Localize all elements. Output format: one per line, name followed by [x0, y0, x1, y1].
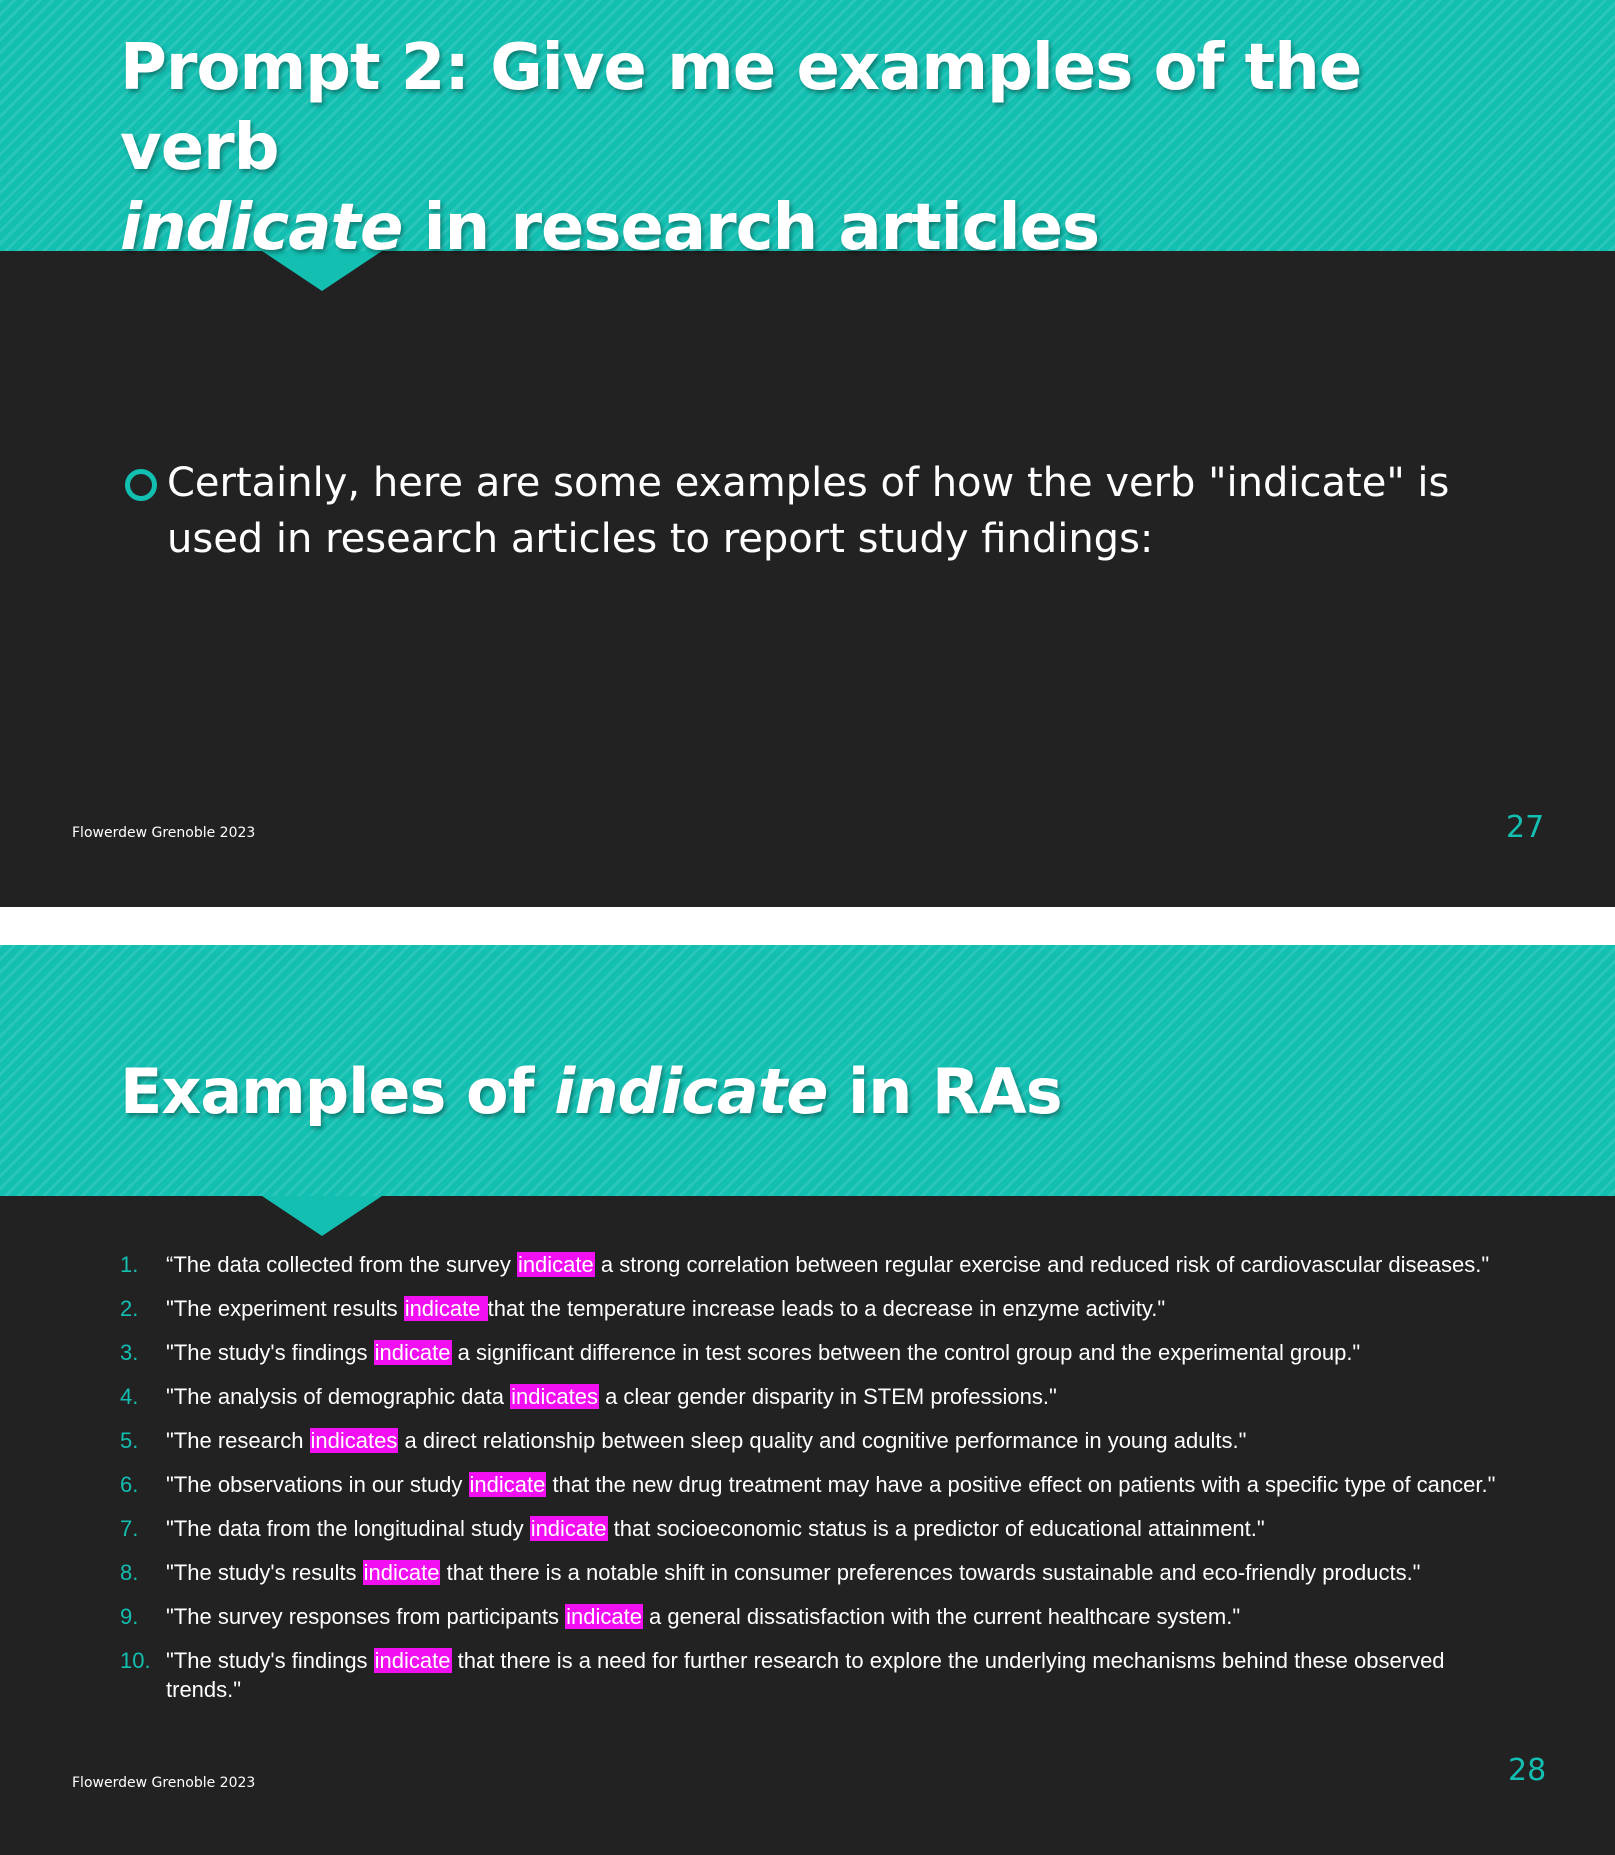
sentence-end: a strong correlation between regular exercise and reduced risk of cardiovascular diseases."	[594, 1252, 1490, 1277]
list-item	[120, 1382, 1500, 1411]
title-italic-word: indicate	[120, 191, 403, 265]
slide-title	[120, 1052, 1062, 1132]
examples-list	[120, 1250, 1500, 1719]
list-item-text	[166, 1602, 1500, 1631]
list-item	[120, 1294, 1500, 1323]
list-item-text	[166, 1294, 1500, 1323]
highlighted-verb: indicates	[511, 1384, 598, 1409]
list-item-text	[166, 1250, 1500, 1279]
list-item	[120, 1338, 1500, 1367]
list-item-text	[166, 1646, 1500, 1704]
list-item-text	[166, 1382, 1500, 1411]
highlighted-verb: indicate	[530, 1516, 607, 1541]
highlighted-verb: indicate	[374, 1648, 451, 1673]
list-item-text	[166, 1338, 1500, 1367]
sentence-start: "The observations in our study	[166, 1472, 469, 1497]
list-item	[120, 1470, 1500, 1499]
highlighted-verb: indicate	[469, 1472, 546, 1497]
sentence-end: that the new drug treatment may have a positive effect on patients with a specific type of cancer."	[546, 1472, 1496, 1497]
list-item-number: 5.	[120, 1428, 139, 1453]
list-item-number: 1.	[120, 1252, 139, 1277]
banner-chevron	[262, 1196, 382, 1236]
list-item	[120, 1646, 1500, 1704]
list-item	[120, 1514, 1500, 1543]
title-text: Prompt 2: Give me examples of the verb	[120, 31, 1362, 185]
sentence-end: a general dissatisfaction with the current healthcare system."	[642, 1604, 1241, 1629]
sentence-end: that the temperature increase leads to a decrease in enzyme activity."	[487, 1296, 1166, 1321]
footer-text: Flowerdew Grenoble 2023	[72, 825, 256, 841]
highlighted-verb: indicate	[374, 1340, 451, 1365]
page-number: 27	[1506, 810, 1545, 845]
list-item-number: 4.	[120, 1384, 139, 1409]
list-item-number: 8.	[120, 1560, 139, 1585]
highlighted-verb: indicate	[517, 1252, 594, 1277]
sentence-end: a significant difference in test scores between the control group and the experimental group."	[451, 1340, 1361, 1365]
list-item-number: 9.	[120, 1604, 139, 1629]
list-item-number: 10.	[120, 1648, 151, 1673]
list-item-number: 3.	[120, 1340, 139, 1365]
title-italic-word: indicate	[554, 1055, 828, 1128]
list-item-text	[166, 1426, 1500, 1455]
sentence-start: "The data from the longitudinal study	[166, 1516, 530, 1541]
list-item	[120, 1558, 1500, 1587]
sentence-start: "The study's findings	[166, 1648, 374, 1673]
sentence-start: "The research	[166, 1428, 310, 1453]
highlighted-verb: indicate	[363, 1560, 440, 1585]
sentence-start: "The study's results	[166, 1560, 363, 1585]
list-item-text	[166, 1514, 1500, 1543]
page-number: 28	[1508, 1753, 1547, 1788]
sentence-end: a direct relationship between sleep quality and cognitive performance in young adults."	[398, 1428, 1247, 1453]
ring-bullet-icon	[125, 469, 157, 501]
sentence-start: "The experiment results	[166, 1296, 404, 1321]
list-item	[120, 1250, 1500, 1279]
highlighted-verb: indicate	[566, 1604, 642, 1629]
sentence-start: "The study's findings	[166, 1340, 374, 1365]
slide-title	[120, 28, 1520, 268]
sentence-end: that there is a notable shift in consumer preferences towards sustainable and eco-friendly products."	[440, 1560, 1421, 1585]
bullet-item	[125, 455, 1505, 567]
footer-text: Flowerdew Grenoble 2023	[72, 1775, 256, 1791]
highlighted-verb: indicate	[404, 1296, 487, 1321]
slide-27	[0, 0, 1615, 907]
list-item-number: 6.	[120, 1472, 139, 1497]
highlighted-verb: indicates	[310, 1428, 398, 1453]
sentence-end: that socioeconomic status is a predictor of educational attainment."	[607, 1516, 1265, 1541]
title-text-end: in research articles	[402, 191, 1100, 265]
sentence-start: "The analysis of demographic data	[166, 1384, 511, 1409]
list-item-number: 2.	[120, 1296, 139, 1321]
list-item	[120, 1426, 1500, 1455]
sentence-start: “The data collected from the survey	[166, 1252, 517, 1277]
list-item-number: 7.	[120, 1516, 139, 1541]
sentence-end: that there is a need for further research to explore the underlying mechanisms behind these observed trends."	[166, 1648, 1445, 1702]
sentence-end: a clear gender disparity in STEM professions."	[598, 1384, 1057, 1409]
list-item-text	[166, 1558, 1500, 1587]
bullet-text: Certainly, here are some examples of how the verb "indicate" is used in research articles to report study findings:	[167, 460, 1450, 562]
list-item	[120, 1602, 1500, 1631]
list-item-text	[166, 1470, 1500, 1499]
title-text-end: in RAs	[827, 1055, 1062, 1128]
sentence-start: "The survey responses from participants	[166, 1604, 566, 1629]
title-text: Examples of	[120, 1055, 555, 1128]
